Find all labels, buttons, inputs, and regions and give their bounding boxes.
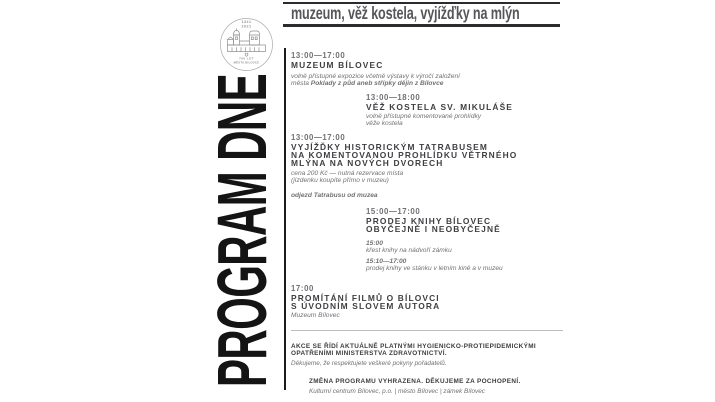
detail-line bbox=[366, 247, 503, 254]
program-entry bbox=[291, 134, 517, 199]
logo-year-end: 2021 bbox=[241, 24, 252, 29]
entry-title-line: VYJÍŽĎKY HISTORICKÝM TATRABUSEM bbox=[291, 142, 488, 153]
detail-text: 15:10—17:00 bbox=[366, 258, 407, 266]
entry-title-line: MUZEUM BÍLOVEC bbox=[291, 60, 384, 71]
notice-line: OPATŘENÍMI MINISTERSTVA ZDRAVOTNICTVÍ. bbox=[291, 349, 448, 357]
logo-caption-line1: 700 LET bbox=[239, 56, 254, 61]
credits-block bbox=[309, 379, 521, 395]
entry-title-line: PROMÍTÁNÍ FILMŮ O BÍLOVCI bbox=[291, 293, 440, 304]
program-entry bbox=[366, 208, 503, 272]
credits-line: ZMĚNA PROGRAMU VYHRAZENA. DĚKUJEME ZA POCHOPENÍ. bbox=[309, 378, 521, 385]
banner-bottom-rule bbox=[283, 24, 560, 27]
detail-line bbox=[291, 192, 517, 199]
logo-year-start: 1321 bbox=[241, 20, 252, 24]
detail-text: věže kostela bbox=[366, 119, 403, 127]
detail-line bbox=[291, 312, 440, 319]
credits-orgs: Kulturní centrum Bílovec, p.o. | město Bílovec | zámek Bílovec bbox=[309, 387, 485, 395]
entry-details bbox=[291, 73, 460, 87]
banner-title: muzeum, věž kostela, vyjížďky na mlýn bbox=[291, 3, 520, 23]
detail-text: křest knihy na nádvoří zámku bbox=[366, 247, 452, 255]
entry-time: 13:00—17:00 bbox=[291, 133, 346, 142]
detail-text: cena 200 Kč — nutná rezervace místa bbox=[291, 169, 404, 177]
hygiene-notice bbox=[291, 344, 536, 367]
entry-title-line: PRODEJ KNIHY BÍLOVEC bbox=[366, 216, 492, 227]
entry-time: 17:00 bbox=[291, 284, 314, 293]
detail-line bbox=[291, 80, 460, 87]
detail-line bbox=[366, 265, 503, 272]
entry-details bbox=[366, 240, 503, 272]
entry-title-line: S ÚVODNÍM SLOVEM AUTORA bbox=[291, 301, 441, 312]
detail-line bbox=[291, 177, 517, 184]
entry-time: 13:00—17:00 bbox=[291, 51, 346, 60]
detail-text: města bbox=[291, 80, 311, 88]
entry-time: 15:00—17:00 bbox=[366, 207, 421, 216]
entry-time: 13:00—18:00 bbox=[366, 93, 421, 102]
detail-text: volně přístupné komentované prohlídky bbox=[366, 112, 482, 120]
detail-text: prodej knihy ve stánku v letním kině a v muzeu bbox=[366, 265, 503, 273]
program-title-wrap bbox=[203, 73, 281, 387]
entry-title-line: OBYČEJNĚ I NEOBYČEJNĚ bbox=[366, 224, 501, 235]
anniversary-logo bbox=[213, 11, 280, 78]
entry-details bbox=[291, 312, 440, 319]
logo-caption-line2: MĚSTA BÍLOVCE bbox=[233, 61, 260, 65]
detail-text: 15:00 bbox=[366, 240, 383, 248]
entry-title-line: VĚŽ KOSTELA SV. MIKULÁŠE bbox=[366, 102, 514, 113]
program-title-vertical: PROGRAM DNE bbox=[203, 73, 281, 387]
detail-line bbox=[366, 120, 513, 127]
detail-text: volně přístupné expozice včetně výstavy k výročí založení bbox=[291, 73, 460, 81]
vertical-divider bbox=[284, 48, 286, 390]
notice-line: AKCE SE ŘÍDÍ AKTUÁLNĚ PLATNÝMI HYGIENICKO-PROTIEPIDEMICKÝMI bbox=[291, 343, 537, 350]
footer-divider bbox=[291, 330, 563, 331]
entry-title-line: NA KOMENTOVANOU PROHLÍDKU VĚTRNÉHO bbox=[291, 150, 518, 161]
detail-text: odjezd Tatrabusu od muzea bbox=[291, 191, 378, 199]
detail-text: Poklady z půd aneb střípky dějin z Bílovce bbox=[310, 80, 444, 88]
detail-line bbox=[366, 240, 503, 247]
detail-text: (jízdenku koupíte přímo v muzeu) bbox=[291, 176, 389, 184]
detail-text: Muzeum Bílovec bbox=[291, 311, 340, 319]
entry-details bbox=[366, 113, 513, 127]
program-entry bbox=[291, 285, 440, 319]
notice-thanks: Děkujeme, že respektujete veškeré pokyny pořadatelů. bbox=[291, 360, 447, 367]
town-buildings-icon bbox=[228, 29, 266, 57]
program-entry bbox=[366, 94, 513, 127]
entry-details bbox=[291, 170, 517, 199]
entry-title-line: MLÝNA NA NOVÝCH DVORECH bbox=[291, 158, 444, 169]
detail-line bbox=[291, 170, 517, 177]
program-entry bbox=[291, 52, 460, 87]
detail-line bbox=[366, 113, 513, 120]
detail-line bbox=[366, 258, 503, 265]
